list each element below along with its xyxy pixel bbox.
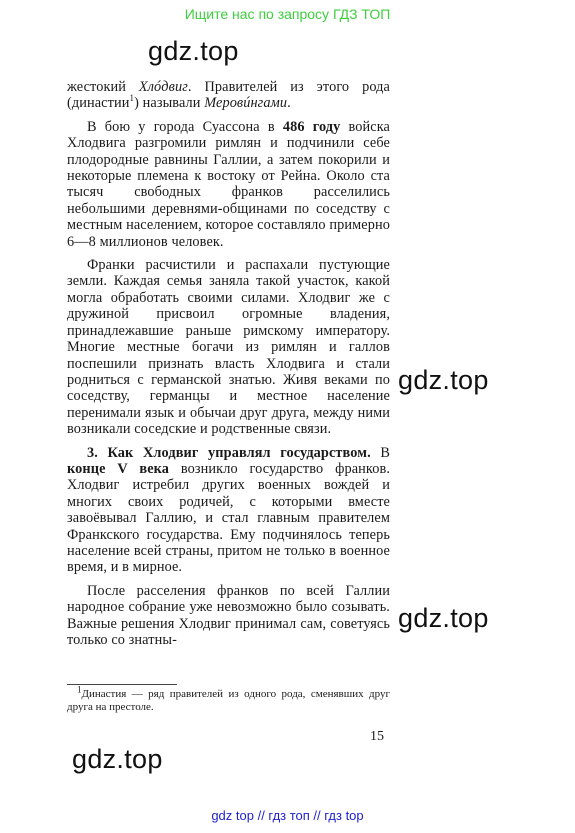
page-number: 15 <box>370 729 384 744</box>
term-chlodvig: Хлóдвиг <box>138 79 188 95</box>
paragraph-3: Франки расчистили и распахали пустующие земли. Каждая семья заняла такой участок, какой могла обработать своими силами. Хлодвиг же с дружиной присвоил огромные владения, принадлежавшие раньше римскому императору. Многие местные богачи из римлян и галлов поспешили признать власть Хлодвига и стали родниться с германской знатью. Живя веками по соседству, германцы и местное население перенимали язык и обычаи друг друга, между ними возникали соседские и родственные связи. <box>67 257 390 438</box>
watermark: gdz.top <box>398 365 489 395</box>
watermark: gdz.top <box>398 603 489 633</box>
paragraph-2: В бою у города Суассона в 486 году войска Хлодвига разгромили римлян и подчинили себе плодородные равнины Галлии, а затем покорили и некоторые племена к востоку от Рейна. Около ста тысяч свободных франков расселились небольшими деревнями-общинами по соседству с местным населением, которое составляло примерно 6—8 миллионов человек. <box>67 118 390 250</box>
date-486: 486 году <box>282 118 341 135</box>
footnote-ref[interactable]: 1 <box>129 93 135 104</box>
date-end-5th-century: конце V века <box>67 460 170 477</box>
bottom-banner[interactable]: gdz top // гдз топ // гдз top <box>211 808 364 823</box>
footnote-divider <box>67 684 177 685</box>
paragraph-4: 3. Как Хлодвиг управлял государством. В конце V века возникло государство франков. Хлодвиг истребил других военных вождей и многих своих родичей, с которыми вместе завоёвывал Галлию, и стал главным правителем Франкского государства. Ему подчинялось теперь население всей страны, притом не только в военное время, и в мирное. <box>67 444 391 576</box>
top-banner[interactable]: Ищите нас по запросу ГДЗ ТОП <box>184 6 391 22</box>
watermark: gdz.top <box>148 36 239 66</box>
footnote: $^1$Династия — ряд правителей из одного рода, сменявших друг друга на престоле. <box>67 684 390 713</box>
paragraph-5: После расселения франков по всей Галлии народное собрание уже невозможно было созывать. Важные решения Хлодвиг принимал сам, советуясь только со знатны- <box>67 582 390 648</box>
term-merovingians: Меровúнгами <box>204 95 288 112</box>
paragraph-1: жестокий Хлóдвиг. Правителей из этого рода (династии$^1$) называли Меровúнгами. <box>67 79 390 112</box>
watermark: gdz.top <box>72 744 163 774</box>
page-body <box>67 79 390 655</box>
section-heading: 3. Как Хлодвиг управлял государством. <box>87 444 371 461</box>
